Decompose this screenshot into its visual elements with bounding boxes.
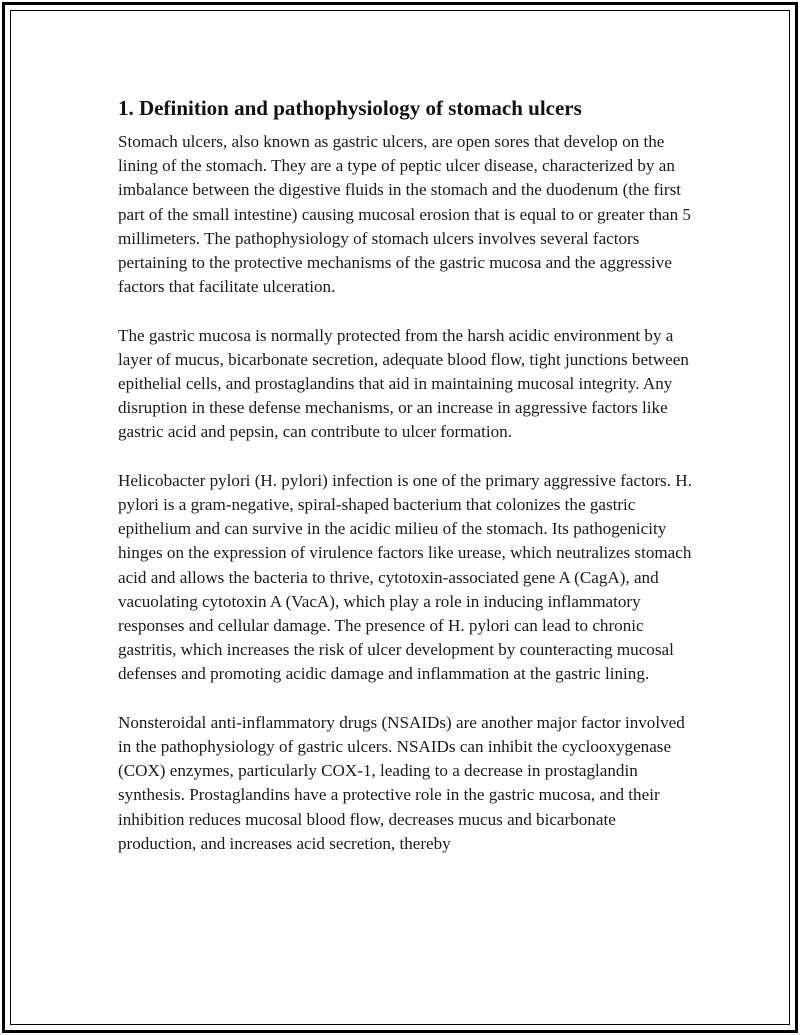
document-body xyxy=(118,95,698,880)
paragraph-definition: Stomach ulcers, also known as gastric ulcers, are open sores that develop on the lining of the stomach. They are a type of peptic ulcer disease, characterized by an imbalance between the digestive fluids in the stomach and the duodenum (the first part of the small intestine) causing mucosal erosion that is equal to or greater than 5 millimeters. The pathophysiology of stomach ulcers involves several factors pertaining to the protective mechanisms of the gastric mucosa and the aggressive factors that facilitate ulceration. xyxy=(118,132,691,297)
paragraph-gastric-mucosa: The gastric mucosa is normally protected from the harsh acidic environment by a layer of mucus, bicarbonate secretion, adequate blood flow, tight junctions between epithelial cells, and prostaglandins that aid in maintaining mucosal integrity. Any disruption in these defense mechanisms, or an increase in aggressive factors like gastric acid and pepsin, can contribute to ulcer formation. xyxy=(118,325,689,442)
section-heading: 1. Definition and pathophysiology of stomach ulcers xyxy=(118,96,582,120)
paragraph-h-pylori: Helicobacter pylori (H. pylori) infection is one of the primary aggressive factors. H. pylori is a gram-negative, spiral-shaped bacterium that colonizes the gastric epithelium and can survive in the acidic milieu of the stomach. Its pathogenicity hinges on the expression of virulence factors like urease, which neutralizes stomach acid and allows the bacteria to thrive, cytotoxin-associated gene A (CagA), and vacuolating cytotoxin A (VacA), which play a role in inducing inflammatory responses and cellular damage. The presence of H. pylori can lead to chronic gastritis, which increases the risk of ulcer development by counteracting mucosal defenses and promoting acidic damage and inflammation at the gastric lining. xyxy=(118,470,692,684)
paragraph-nsaids: Nonsteroidal anti-inflammatory drugs (NSAIDs) are another major factor involved in the pathophysiology of gastric ulcers. NSAIDs can inhibit the cyclooxygenase (COX) enzymes, particularly COX-1, leading to a decrease in prostaglandin synthesis. Prostaglandins have a protective role in the gastric mucosa, and their inhibition reduces mucosal blood flow, decreases mucus and bicarbonate production, and increases acid secretion, thereby xyxy=(118,712,685,853)
